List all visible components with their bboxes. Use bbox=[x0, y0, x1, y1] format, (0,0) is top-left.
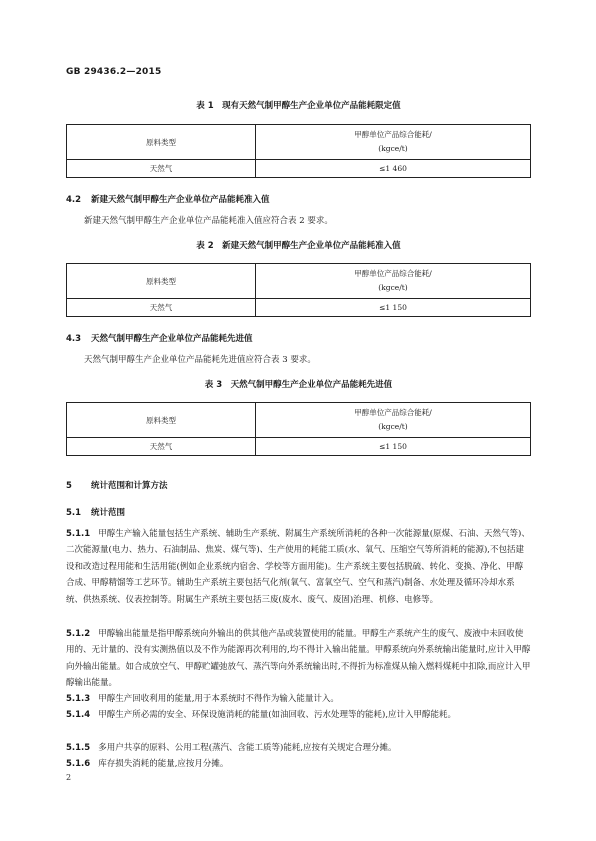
section-5-1-heading bbox=[66, 506, 125, 518]
section-4-2-number: 4.2 bbox=[66, 195, 82, 205]
table2-col-energy-label: 甲醇单位产品综合能耗/ bbox=[354, 269, 432, 278]
table1 bbox=[66, 124, 531, 178]
table1-col-material: 原料类型 bbox=[67, 125, 256, 160]
clause-5-1-3-number: 5.1.3 bbox=[66, 694, 91, 704]
section-5-1-number: 5.1 bbox=[66, 508, 82, 518]
clause-5-1-1-text: 甲醇生产输入能量包括生产系统、辅助生产系统、附属生产系统所消耗的各种一次能源量(原煤、石油、天然气等)、二次能源量(电力、热力、石油制品、焦炭、煤气等)、生产使用的耗能工质(水、氧气、压缩空气等所消耗的能源),不包括建设和改造过程用能和生活用能(例如企业系统内宿舍、学校等方面用能)。生产系统主要包括脱硫、转化、变换、净化、甲醇合成、甲醇精馏等工艺环节。辅助生产系统主要包括气化剂(氧气、富氧空气、空气和蒸汽)制备、水处理及循环冷却水系统、供热系统、仪表控制等。附属生产系统主要包括三废(废水、废气、废固)治理、机修、电修等。 bbox=[66, 529, 530, 605]
table2-col-energy-unit: (kgce/t) bbox=[378, 283, 408, 292]
clause-5-1-3 bbox=[66, 691, 531, 707]
table3-cell-value: ≤1 150 bbox=[256, 438, 531, 456]
standard-code: GB 29436.2—2015 bbox=[66, 67, 162, 77]
section-4-2-title: 新建天然气制甲醇生产企业单位产品能耗准入值 bbox=[91, 195, 270, 205]
clause-5-1-2-number: 5.1.2 bbox=[66, 629, 91, 639]
table2-col-material: 原料类型 bbox=[67, 264, 256, 299]
page-number: 2 bbox=[66, 773, 72, 782]
clause-5-1-4-number: 5.1.4 bbox=[66, 710, 91, 720]
table1-caption: 表 1 现有天然气制甲醇生产企业单位产品能耗限定值 bbox=[196, 101, 401, 111]
section-5-title: 统计范围和计算方法 bbox=[91, 481, 168, 491]
section-4-2-paragraph: 新建天然气制甲醇生产企业单位产品能耗准入值应符合表 2 要求。 bbox=[84, 216, 333, 226]
clause-5-1-3-text: 甲醇生产回收利用的能量,用于本系统时不得作为输入能量计入。 bbox=[98, 694, 339, 704]
table3-col-energy bbox=[256, 403, 531, 438]
table1-col-energy-unit: (kgce/t) bbox=[378, 144, 408, 153]
section-4-3-title: 天然气制甲醇生产企业单位产品能耗先进值 bbox=[91, 334, 253, 344]
clause-5-1-1-number: 5.1.1 bbox=[66, 529, 91, 539]
table1-cell-material: 天然气 bbox=[67, 160, 256, 178]
section-5-heading bbox=[66, 479, 168, 491]
clause-5-1-5-number: 5.1.5 bbox=[66, 743, 91, 753]
table-row bbox=[67, 160, 531, 178]
section-4-3-paragraph: 天然气制甲醇生产企业单位产品能耗先进值应符合表 3 要求。 bbox=[84, 355, 316, 365]
table3-cell-material: 天然气 bbox=[67, 438, 256, 456]
table3 bbox=[66, 402, 531, 456]
section-4-3-heading bbox=[66, 332, 253, 344]
table1-cell-value: ≤1 460 bbox=[256, 160, 531, 178]
clause-5-1-5 bbox=[66, 740, 531, 756]
table3-header-row bbox=[67, 403, 531, 438]
clause-5-1-2-text: 甲醇输出能量是指甲醇系统向外输出的供其他产品或装置使用的能量。甲醇生产系统产生的废气、废液中未回收使用的、无计量的、没有实测热值以及不作为能源再次利用的,均不得计入输出能量。甲醇系统向外系统输出能量时,应计入甲醇向外输出能量。如合成放空气、甲醇贮罐弛放气、蒸汽等向外系统输出时,不得折为标准煤从输入燃料煤耗中扣除,而应计入甲醇输出能量。 bbox=[66, 629, 531, 689]
table1-col-energy bbox=[256, 125, 531, 160]
table3-col-material: 原料类型 bbox=[67, 403, 256, 438]
clause-5-1-6 bbox=[66, 756, 531, 772]
clause-5-1-1 bbox=[66, 526, 531, 608]
clause-5-1-6-number: 5.1.6 bbox=[66, 759, 91, 769]
table3-col-energy-unit: (kgce/t) bbox=[378, 422, 408, 431]
clause-5-1-4-text: 甲醇生产所必需的安全、环保设施消耗的能量(如油回收、污水处理等的能耗),应计入甲醇能耗。 bbox=[98, 710, 457, 720]
clause-5-1-4 bbox=[66, 707, 531, 723]
table1-header-row bbox=[67, 125, 531, 160]
clause-5-1-6-text: 库存损失消耗的能量,应按月分摊。 bbox=[98, 759, 229, 769]
table-row bbox=[67, 299, 531, 317]
table2 bbox=[66, 263, 531, 317]
table2-col-energy bbox=[256, 264, 531, 299]
table2-cell-value: ≤1 150 bbox=[256, 299, 531, 317]
table2-header-row bbox=[67, 264, 531, 299]
clause-5-1-2 bbox=[66, 626, 531, 692]
table1-col-energy-label: 甲醇单位产品综合能耗/ bbox=[354, 130, 432, 139]
table2-caption: 表 2 新建天然气制甲醇生产企业单位产品能耗准入值 bbox=[196, 241, 401, 251]
section-4-2-heading bbox=[66, 193, 270, 205]
table3-col-energy-label: 甲醇单位产品综合能耗/ bbox=[354, 408, 432, 417]
section-4-3-number: 4.3 bbox=[66, 334, 82, 344]
table2-cell-material: 天然气 bbox=[67, 299, 256, 317]
table3-caption: 表 3 天然气制甲醇生产企业单位产品能耗先进值 bbox=[204, 380, 393, 390]
section-5-number: 5 bbox=[66, 481, 72, 491]
section-5-1-title: 统计范围 bbox=[91, 508, 126, 518]
clause-5-1-5-text: 多用户共享的原料、公用工程(蒸汽、含能工质等)能耗,应按有关规定合理分摊。 bbox=[98, 743, 397, 753]
table-row bbox=[67, 438, 531, 456]
